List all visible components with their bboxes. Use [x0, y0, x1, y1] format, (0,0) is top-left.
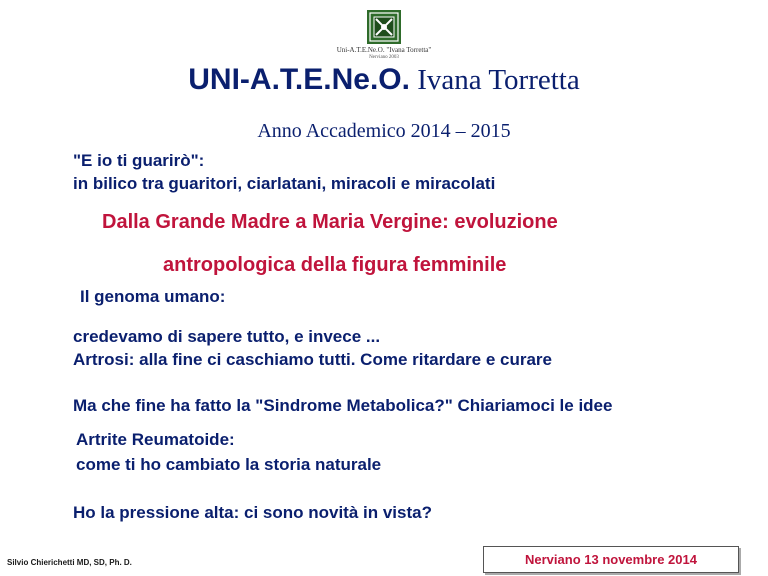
page-title [0, 63, 768, 97]
topic-4: credevamo di sapere tutto, e invece ... [73, 327, 381, 346]
title-acronym: UNI-A.T.E.Ne.O. [188, 63, 410, 96]
association-emblem-icon [367, 10, 401, 44]
topic-1-line-1: "E io ti guarirò": [73, 151, 205, 170]
topic-5: Artrosi: alla fine ci caschiamo tutti. Come ritardare e curare [73, 350, 552, 369]
event-date: Nerviano 13 novembre 2014 [525, 552, 697, 567]
date-box [483, 546, 739, 573]
topic-3: Il genoma umano: [80, 287, 226, 306]
topic-7-line-2: come ti ho cambiato la storia naturale [76, 455, 382, 474]
logo-caption-sub: Nerviano 2003 [369, 55, 399, 60]
topic-2-line-2: antropologica della figura femminile [163, 254, 507, 276]
topic-1-line-2: in bilico tra guaritori, ciarlatani, miracoli e miracolati [73, 174, 496, 193]
topic-8: Ho la pressione alta: ci sono novità in vista? [73, 503, 432, 522]
topic-2-line-1: Dalla Grande Madre a Maria Vergine: evoluzione [102, 211, 558, 233]
logo-caption-name: Uni-A.T.E.Ne.O. "Ivana Torretta" [336, 46, 432, 54]
title-name: Ivana Torretta [409, 64, 580, 96]
logo-caption [300, 46, 468, 62]
academic-year: Anno Accademico 2014 – 2015 [257, 120, 511, 142]
topic-7-line-1: Artrite Reumatoide: [76, 430, 235, 449]
topic-6: Ma che fine ha fatto la "Sindrome Metabolica?" Chiariamoci le idee [73, 396, 613, 415]
author-credit: Silvio Chierichetti MD, SD, Ph. D. [7, 558, 132, 567]
